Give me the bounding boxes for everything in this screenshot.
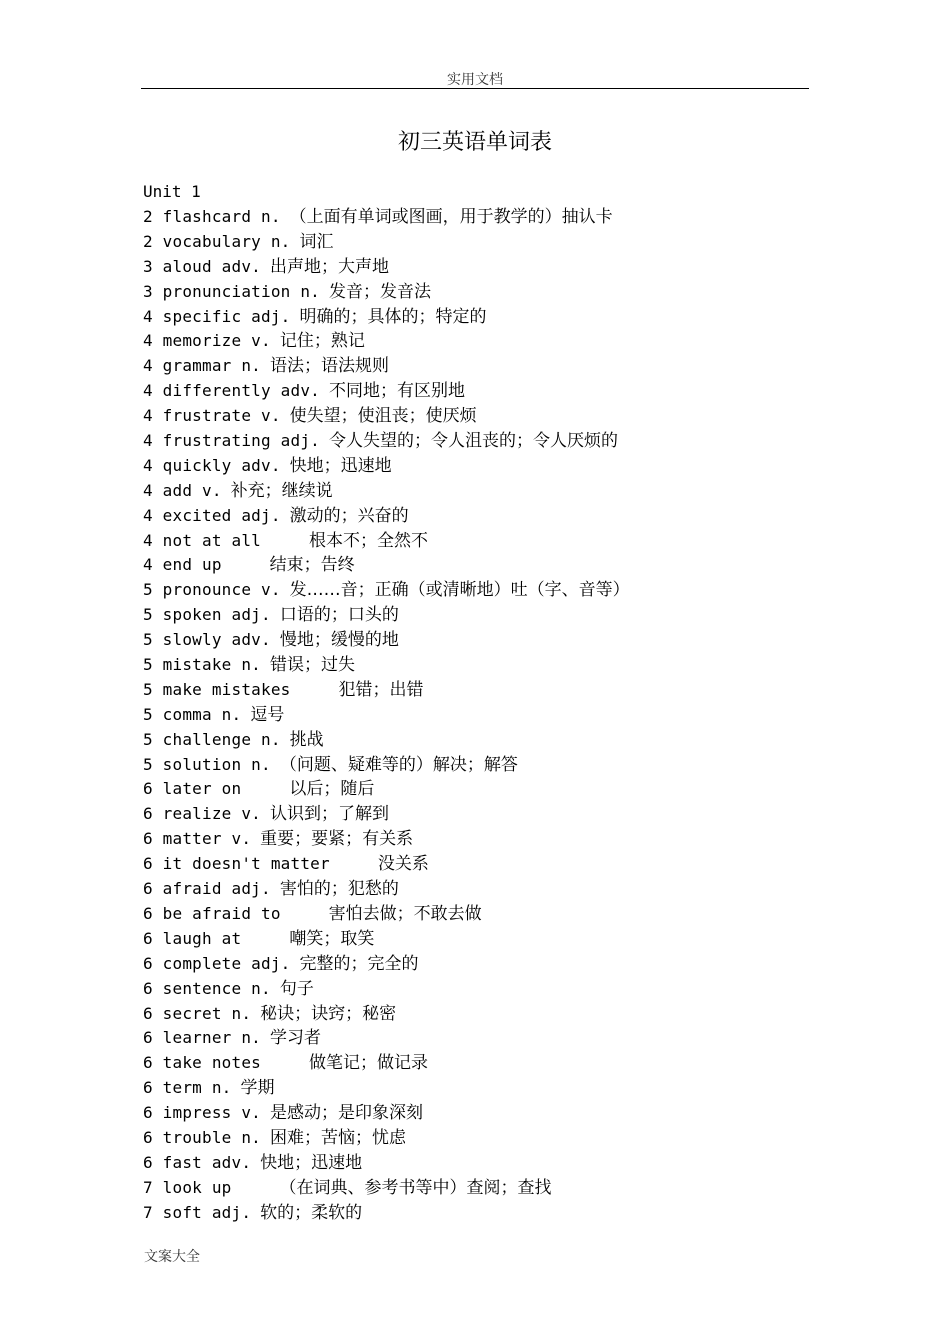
vocab-entry [143, 1076, 630, 1101]
vocab-entry [143, 205, 630, 230]
vocab-entry [143, 230, 630, 255]
vocab-chinese: 学习者 [270, 1028, 321, 1049]
vocab-english: 6 fast adv. [143, 1152, 252, 1172]
vocab-chinese: 明确的；具体的；特定的 [299, 306, 487, 327]
vocab-entry [143, 454, 630, 479]
vocab-entry [143, 305, 630, 330]
vocab-english: 4 excited adj. [143, 505, 281, 525]
vocab-chinese: 句子 [279, 978, 314, 999]
vocab-entry [143, 728, 630, 753]
vocab-english: 6 take notes [143, 1053, 261, 1073]
vocab-chinese: 记住；熟记 [279, 331, 365, 352]
page-header: 实用文档 [447, 72, 503, 88]
vocab-english: 6 afraid adj. [143, 879, 271, 899]
vocab-english: 4 frustrate v. [143, 406, 281, 426]
vocab-chinese: 没关系 [377, 854, 429, 875]
vocab-chinese: 发音；发音法 [329, 281, 431, 302]
vocab-english: 6 trouble n. [143, 1127, 261, 1147]
vocab-english: 6 laugh at [143, 928, 242, 948]
vocab-chinese: 结束；告终 [269, 555, 355, 576]
vocab-entry [143, 379, 630, 404]
vocab-english: 5 spoken adj. [143, 605, 271, 625]
vocab-english: 4 grammar n. [143, 356, 261, 376]
vocab-entry [143, 802, 630, 827]
vocab-entry [143, 1201, 630, 1226]
vocab-chinese: （问题、疑难等的）解决；解答 [279, 754, 518, 775]
vocab-english: 5 comma n. [143, 704, 242, 724]
vocab-chinese: 发……音；正确（或清晰地）吐（字、音等） [289, 580, 630, 601]
vocab-chinese: 词汇 [299, 231, 334, 252]
vocab-entry [143, 553, 630, 578]
vocab-english: 2 flashcard n. [143, 207, 281, 226]
vocab-entry [143, 603, 630, 628]
vocab-chinese: 语法；语法规则 [270, 356, 389, 377]
vocab-chinese: （上面有单词或图画，用于教学的）抽认卡 [289, 207, 613, 227]
vocab-entry [143, 479, 630, 504]
vocab-english: 5 pronounce v. [143, 580, 281, 600]
vocab-chinese: 补充；继续说 [230, 480, 333, 501]
vocab-entry [143, 977, 630, 1002]
vocab-chinese: 学期 [240, 1078, 275, 1099]
vocab-entry [143, 827, 630, 852]
vocab-chinese: 激动的；兴奋的 [289, 505, 409, 526]
vocab-entry [143, 1002, 630, 1027]
vocab-chinese: 快地；迅速地 [260, 1152, 363, 1173]
vocab-chinese: 困难；苦恼；忧虑 [270, 1127, 406, 1148]
vocab-entry [143, 404, 630, 429]
vocab-english: 6 be afraid to [143, 903, 281, 923]
vocab-entry [143, 1151, 630, 1176]
vocab-chinese: 挑战 [289, 729, 324, 750]
vocab-entry [143, 504, 630, 529]
vocab-chinese: 快地；迅速地 [289, 455, 392, 476]
vocab-english: 5 make mistakes [143, 679, 291, 699]
vocab-english: 4 quickly adv. [143, 455, 281, 475]
vocab-english: 5 slowly adv. [143, 630, 271, 650]
vocab-english: 4 specific adj. [143, 306, 291, 326]
vocab-entry [143, 1101, 630, 1126]
vocab-entry [143, 628, 630, 653]
vocab-english: 4 differently adv. [143, 381, 320, 401]
vocab-english: 5 mistake n. [143, 655, 261, 675]
vocab-entry [143, 877, 630, 902]
vocab-chinese: 令人失望的；令人沮丧的；令人厌烦的 [329, 431, 618, 452]
vocab-chinese: 害怕的；犯愁的 [279, 879, 399, 900]
vocab-english: 6 realize v. [143, 804, 261, 824]
vocab-english: 4 frustrating adj. [143, 431, 320, 451]
vocab-entry [143, 329, 630, 354]
vocab-entry [143, 1026, 630, 1051]
vocab-entry [143, 678, 630, 703]
vocab-entry [143, 777, 630, 802]
vocab-entry [143, 902, 630, 927]
vocab-entry [143, 952, 630, 977]
vocab-entry [143, 703, 630, 728]
vocab-chinese: 害怕去做；不敢去做 [328, 903, 482, 924]
vocab-chinese: 使失望；使沮丧；使厌烦 [289, 406, 477, 427]
vocab-english: 4 end up [143, 555, 222, 575]
vocab-english: 7 soft adj. [143, 1202, 252, 1222]
vocab-english: 6 complete adj. [143, 953, 291, 973]
vocabulary-list [143, 205, 630, 1226]
vocab-entry [143, 280, 630, 305]
vocab-chinese: 犯错；出错 [338, 679, 424, 700]
unit-heading: Unit 1 [143, 182, 201, 201]
vocab-english: 4 add v. [143, 480, 222, 500]
vocab-entry [143, 529, 630, 554]
vocab-entry [143, 1176, 630, 1201]
vocab-chinese: 嘲笑；取笑 [289, 928, 375, 949]
document-title: 初三英语单词表 [397, 130, 552, 155]
vocab-chinese: 不同地；有区别地 [329, 381, 465, 402]
vocab-entry [143, 852, 630, 877]
vocab-entry [143, 753, 630, 778]
page-footer: 文案大全 [144, 1249, 200, 1265]
vocab-chinese: （在词典、参考书等中）查阅；查找 [279, 1177, 552, 1198]
vocab-english: 6 it doesn't matter [143, 854, 330, 874]
vocab-english: 6 secret n. [143, 1003, 252, 1023]
vocab-chinese: 完整的；完全的 [299, 953, 419, 974]
vocab-chinese: 根本不；全然不 [309, 530, 428, 551]
vocab-english: 6 term n. [143, 1078, 232, 1098]
vocab-entry [143, 354, 630, 379]
vocab-english: 5 solution n. [143, 754, 271, 774]
vocab-chinese: 做笔记；做记录 [309, 1053, 428, 1074]
vocab-english: 2 vocabulary n. [143, 231, 291, 251]
vocab-chinese: 错误；过失 [270, 655, 355, 676]
vocab-entry [143, 1051, 630, 1076]
vocab-entry [143, 255, 630, 280]
vocab-chinese: 逗号 [250, 704, 285, 725]
vocab-english: 4 memorize v. [143, 331, 271, 351]
vocab-english: 3 pronunciation n. [143, 281, 320, 301]
vocab-entry [143, 653, 630, 678]
vocab-chinese: 软的；柔软的 [260, 1202, 363, 1223]
vocab-chinese: 以后；随后 [289, 779, 375, 800]
vocab-english: 6 impress v. [143, 1103, 261, 1123]
vocab-chinese: 重要；要紧；有关系 [260, 829, 414, 850]
vocab-english: 3 aloud adv. [143, 256, 261, 276]
vocab-english: 7 look up [143, 1177, 232, 1197]
vocab-chinese: 认识到；了解到 [270, 804, 389, 825]
vocab-entry [143, 578, 630, 603]
vocab-english: 6 learner n. [143, 1028, 261, 1048]
vocab-english: 5 challenge n. [143, 729, 281, 749]
header-rule [141, 88, 809, 89]
vocab-english: 6 sentence n. [143, 978, 271, 998]
vocab-english: 6 later on [143, 779, 242, 799]
vocab-chinese: 出声地；大声地 [270, 256, 389, 277]
vocab-chinese: 口语的；口头的 [279, 605, 399, 626]
vocab-chinese: 慢地；缓慢的地 [279, 630, 399, 651]
vocab-chinese: 是感动；是印象深刻 [270, 1103, 423, 1124]
vocab-entry [143, 1126, 630, 1151]
vocab-entry [143, 927, 630, 952]
vocab-english: 6 matter v. [143, 829, 252, 849]
vocab-entry [143, 429, 630, 454]
vocab-english: 4 not at all [143, 530, 261, 550]
vocab-chinese: 秘诀；诀窍；秘密 [260, 1003, 397, 1024]
